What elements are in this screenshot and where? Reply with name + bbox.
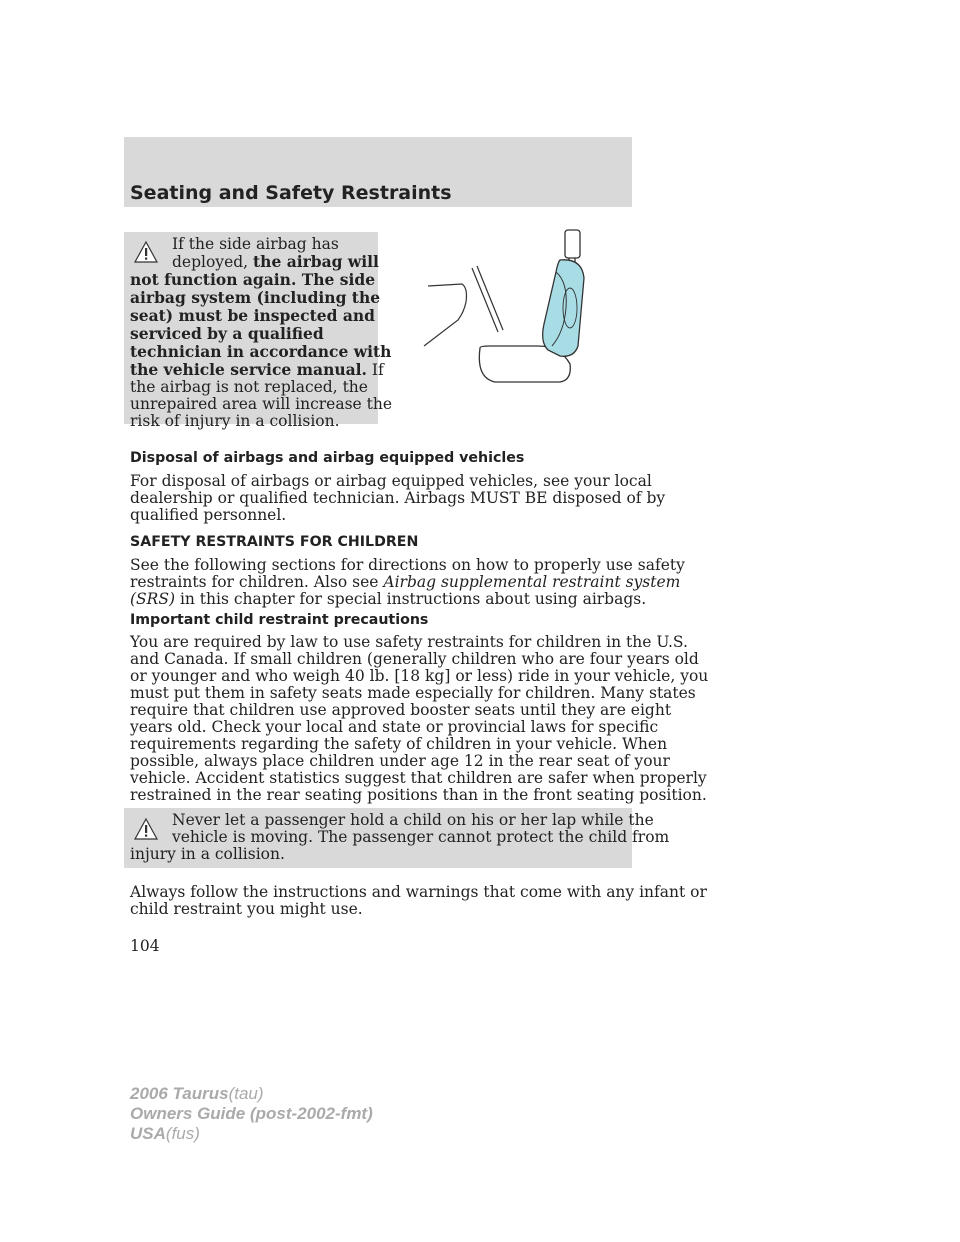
text-line [130, 413, 392, 430]
text-run: the vehicle service manual. [130, 360, 367, 379]
text-line [130, 289, 392, 307]
text-run: (SRS) [130, 590, 176, 608]
footer-imprint [130, 1084, 373, 1144]
text-line: child restraint you might use. [130, 900, 363, 918]
text-run: the airbag is not replaced, the [130, 378, 368, 396]
text-line: vehicle is moving. The passenger cannot protect the child from [172, 828, 670, 846]
precautions-paragraph [130, 634, 708, 804]
page-header-title: Seating and Safety Restraints [130, 182, 452, 204]
text-line: restrained in the rear seating positions than in the front seating position. [130, 786, 707, 804]
footer-bold: 2006 Taurus [130, 1084, 229, 1103]
text-line: possible, always place children under age 12 in the rear seat of your [130, 752, 670, 770]
side-airbag-warning-text [130, 236, 392, 430]
text-line: Always follow the instructions and warnings that come with any infant or [130, 883, 707, 901]
text-line: vehicle. Accident statistics suggest that children are safer when properly [130, 769, 707, 787]
footer-line [130, 1084, 373, 1104]
text-run: serviced by a qualified [130, 324, 324, 343]
footer-line [130, 1104, 373, 1124]
text-run: airbag system (including the [130, 288, 381, 307]
text-line [130, 557, 685, 574]
text-line [130, 307, 392, 325]
text-run: deployed, [172, 253, 254, 271]
text-line: For disposal of airbags or airbag equipped vehicles, see your local [130, 472, 652, 490]
footer-code: (tau) [228, 1084, 264, 1103]
text-run: See the following sections for directions on how to properly use safety [130, 556, 685, 574]
text-line: Never let a passenger hold a child on his or her lap while the [172, 811, 654, 829]
footer-bold: Owners Guide (post-2002-fmt) [130, 1104, 373, 1123]
text-run: restraints for children. Also see [130, 573, 384, 591]
text-line: dealership or qualified technician. Airbags MUST BE disposed of by [130, 489, 666, 507]
section-heading-child-restraints: SAFETY RESTRAINTS FOR CHILDREN [130, 534, 419, 550]
text-line [130, 574, 685, 591]
text-line: requirements regarding the safety of children in your vehicle. When [130, 735, 668, 753]
text-run: If the side airbag has [172, 235, 339, 253]
text-line: years old. Check your local and state or provincial laws for specific [130, 718, 659, 736]
text-run: technician in accordance with [130, 342, 392, 361]
section-heading-precautions: Important child restraint precautions [130, 612, 429, 628]
text-line: must put them in safety seats made especially for children. Many states [130, 684, 696, 702]
text-run: unrepaired area will increase the [130, 395, 393, 413]
page-number: 104 [130, 937, 160, 955]
text-run: risk of injury in a collision. [130, 412, 340, 430]
closing-paragraph [130, 884, 707, 918]
text-line [130, 379, 392, 396]
text-line [130, 271, 392, 289]
disposal-paragraph [130, 473, 665, 524]
text-line [130, 591, 685, 608]
text-run: in this chapter for special instructions about using airbags. [175, 590, 647, 608]
text-run: If [366, 361, 384, 379]
text-run: the airbag will [253, 252, 379, 271]
footer-bold: USA [130, 1124, 166, 1143]
text-run: not function again. The side [130, 270, 376, 289]
text-run: Airbag supplemental restraint system [383, 573, 681, 591]
text-run: seat) must be inspected and [130, 306, 375, 325]
text-line [130, 253, 392, 271]
footer-code: (fus) [165, 1124, 200, 1143]
text-line [130, 325, 392, 343]
text-line: and Canada. If small children (generally children who are four years old [130, 650, 699, 668]
text-line: require that children use approved booster seats until they are eight [130, 701, 672, 719]
text-line [130, 396, 392, 413]
child-restraints-paragraph [130, 557, 685, 608]
text-line: You are required by law to use safety restraints for children in the U.S. [130, 633, 688, 651]
text-line: qualified personnel. [130, 506, 287, 524]
text-line [130, 361, 392, 379]
section-heading-disposal: Disposal of airbags and airbag equipped vehicles [130, 450, 525, 466]
text-line [130, 343, 392, 361]
text-line: injury in a collision. [130, 845, 285, 863]
text-line: or younger and who weigh 40 lb. [18 kg] or less) ride in your vehicle, you [130, 667, 709, 685]
lap-warning-text [130, 812, 669, 863]
footer-line [130, 1124, 373, 1144]
seat-side-airbag-illustration [420, 228, 590, 388]
text-line [130, 236, 392, 253]
